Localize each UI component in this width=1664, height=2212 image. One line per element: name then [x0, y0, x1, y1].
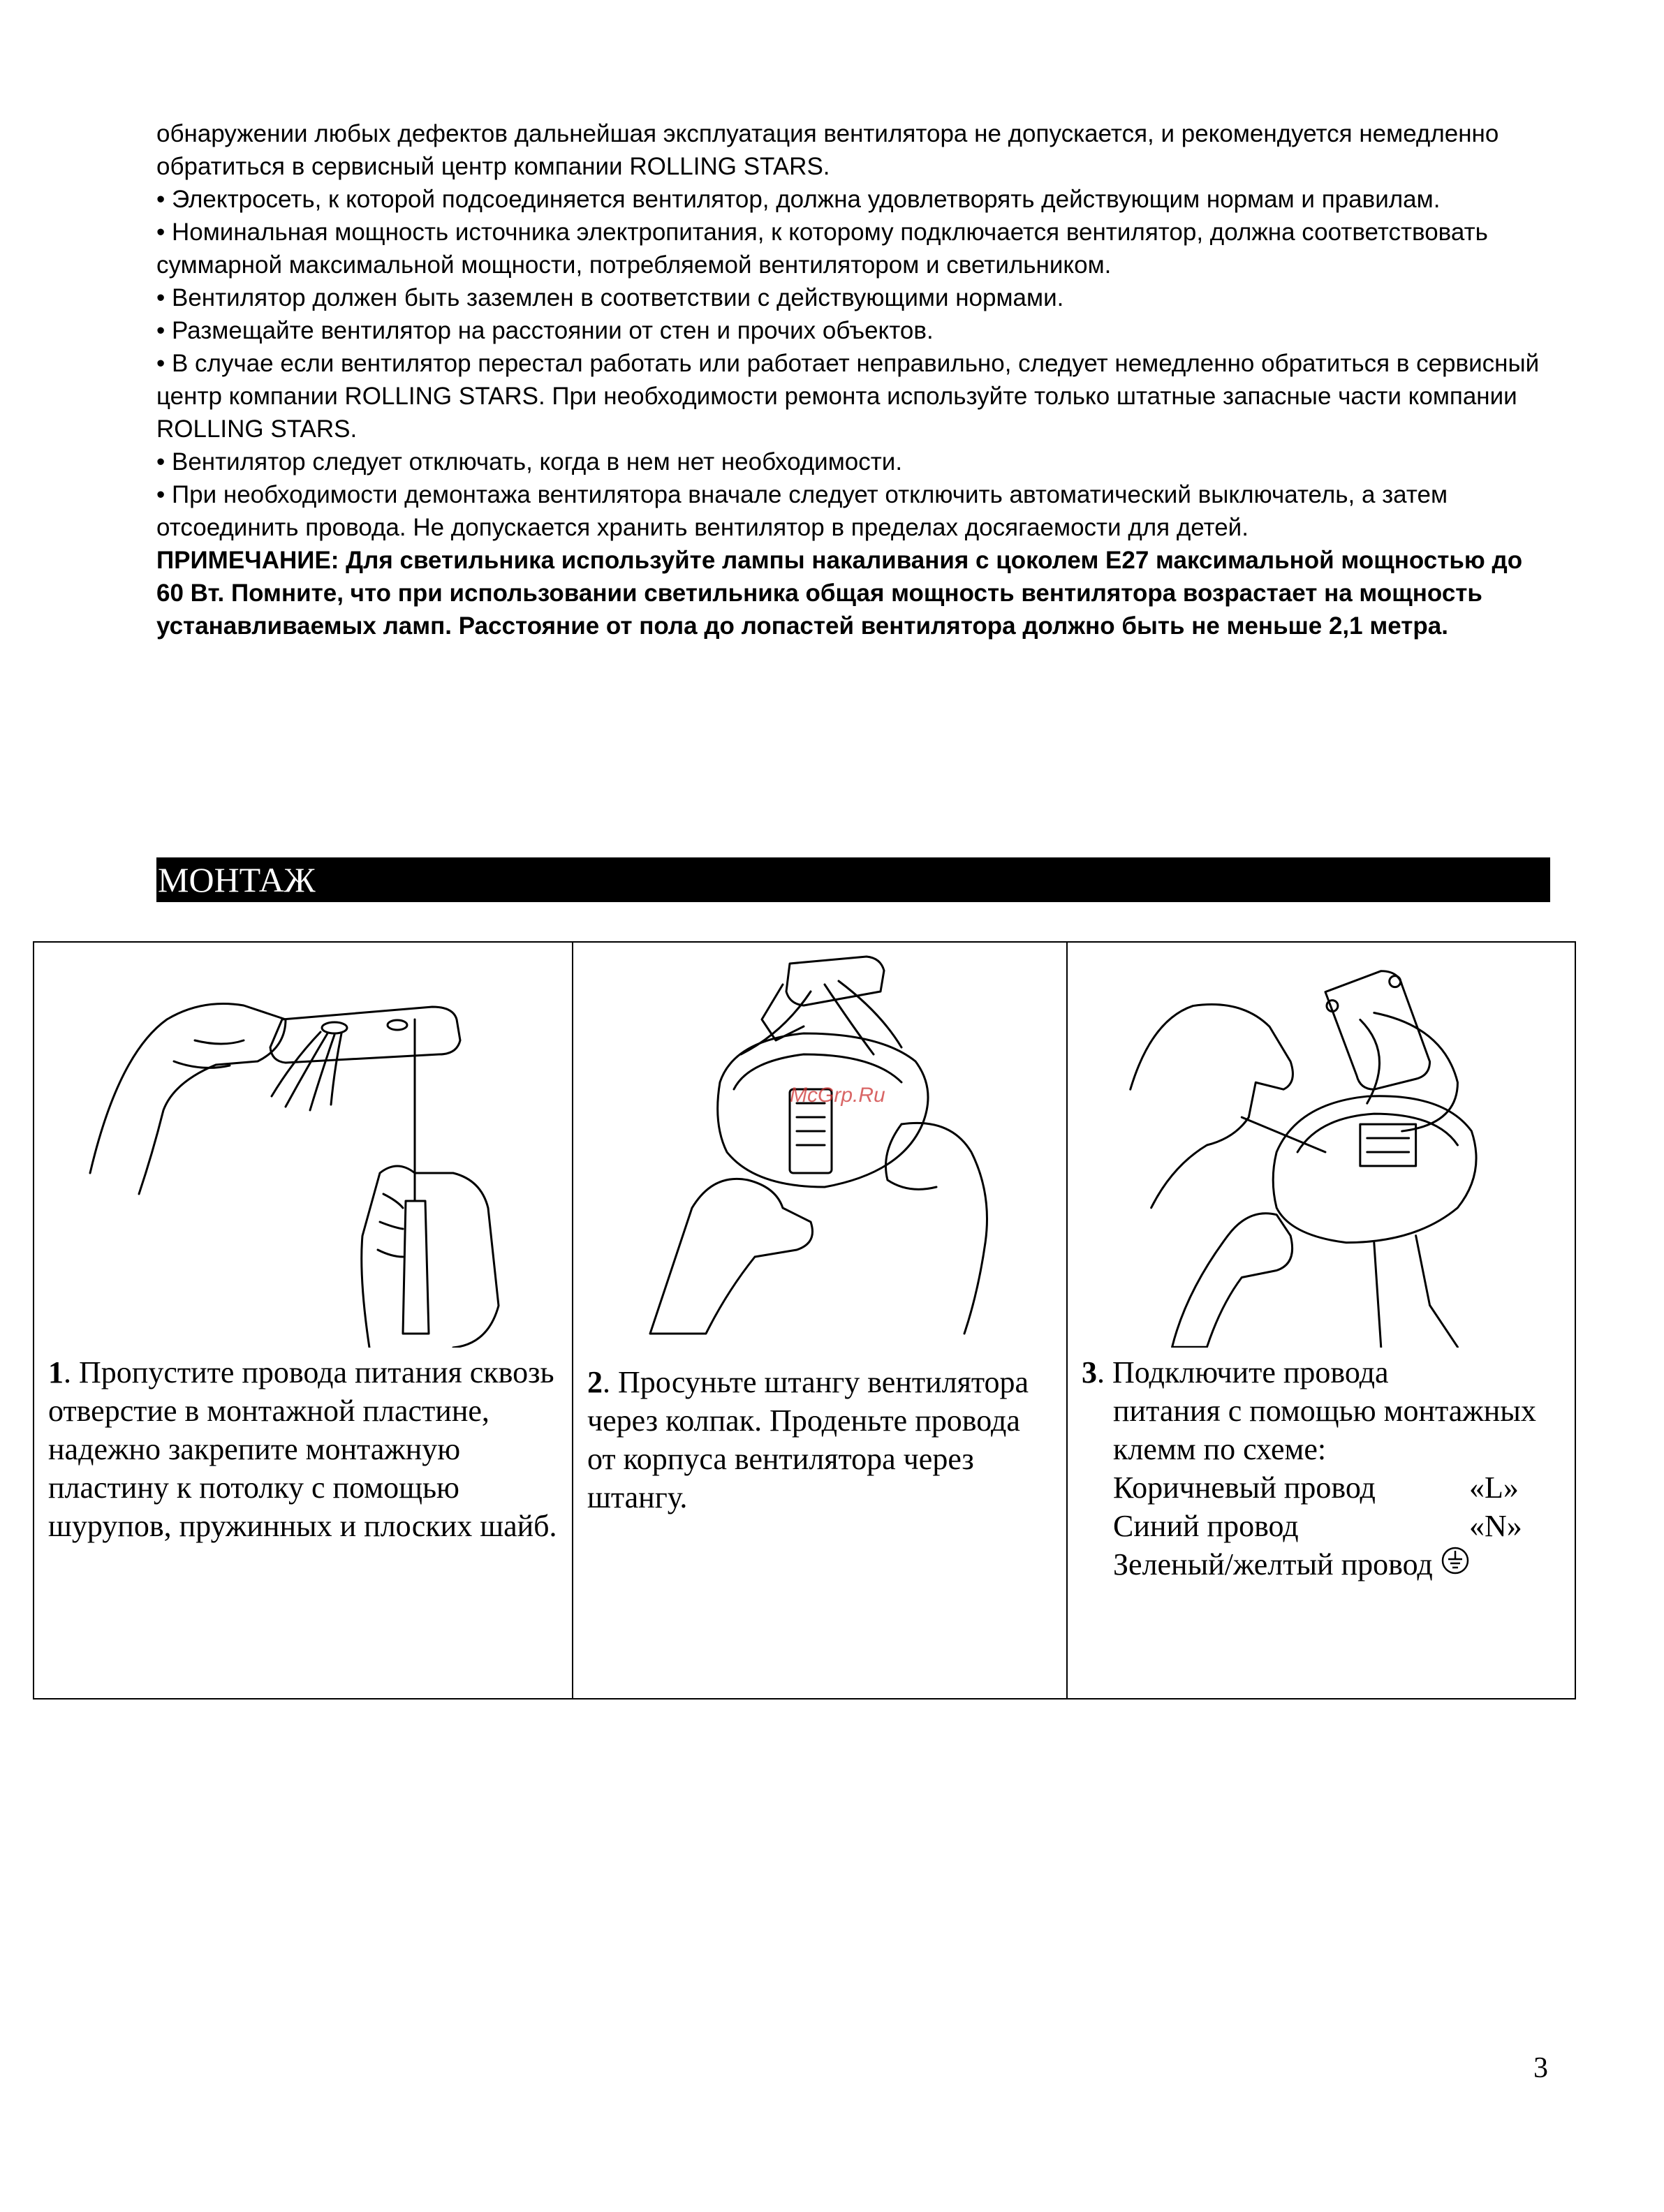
step-2-number: 2	[587, 1365, 603, 1399]
wire-row-ground	[1082, 1545, 1584, 1585]
safety-bullet-4: • Размещайте вентилятор на расстоянии от стен и прочих объектов.	[156, 314, 1553, 347]
step-1-cell	[34, 943, 573, 1698]
safety-bullet-2: • Номинальная мощность источника электропитания, к которому подключается вентилятор, должна соответствовать суммарной максимальной мощности, потребляемой вентилятором и светильником.	[156, 216, 1553, 281]
step-3-description-line-2: питания с помощью монтажных	[1113, 1394, 1536, 1428]
installation-steps-table	[33, 941, 1576, 1699]
wire-terminal: «N»	[1469, 1509, 1522, 1543]
step-2-text	[587, 1363, 1055, 1517]
step-2-cell	[573, 943, 1068, 1698]
step-3-illustration	[1068, 943, 1575, 1348]
wire-name: Зеленый/желтый провод	[1113, 1547, 1433, 1581]
wire-name: Синий провод	[1113, 1509, 1299, 1543]
step-3-description-line-1: . Подключите провода	[1097, 1355, 1389, 1389]
safety-bullet-3: • Вентилятор должен быть заземлен в соответствии с действующими нормами.	[156, 281, 1553, 314]
section-title-bar: МОНТАЖ	[156, 857, 1550, 902]
step-3-description-line-3: клемм по схеме:	[1113, 1432, 1327, 1466]
wire-name: Коричневый провод	[1113, 1470, 1376, 1505]
safety-bullet-6: • Вентилятор следует отключать, когда в нем нет необходимости.	[156, 445, 1553, 478]
watermark-text: McGrp.Ru	[790, 1084, 885, 1107]
wire-row-brown	[1082, 1468, 1584, 1507]
step-2-description: . Просуньте штангу вентилятора через колпак. Проденьте провода от корпуса вентилятора через штангу.	[587, 1365, 1029, 1514]
step-2-illustration	[573, 943, 1066, 1348]
wire-row-blue	[1082, 1507, 1584, 1545]
step-1-text	[48, 1353, 565, 1545]
safety-bullet-5: • В случае если вентилятор перестал работать или работает неправильно, следует немедленно обратиться в сервисный центр компании ROLLING STARS. При необходимости ремонта используйте только штатные запасные части компании ROLLING STARS.	[156, 347, 1553, 445]
step-3-cell	[1068, 943, 1575, 1698]
step-1-number: 1	[48, 1355, 64, 1389]
ground-icon	[1440, 1545, 1471, 1585]
note-paragraph: ПРИМЕЧАНИЕ: Для светильника используйте лампы накаливания с цоколем E27 максимальной мощностью до 60 Вт. Помните, что при использовании светильника общая мощность вентилятора возрастает на мощность устанавливаемых ламп. Расстояние от пола до лопастей вентилятора должно быть не меньше 2,1 метра.	[156, 547, 1523, 640]
intro-text	[156, 117, 1553, 642]
step-3-text	[1082, 1353, 1584, 1585]
step-1-illustration	[34, 943, 572, 1348]
step-3-number: 3	[1082, 1355, 1097, 1389]
safety-bullet-1: • Электросеть, к которой подсоединяется вентилятор, должна удовлетворять действующим нормам и правилам.	[156, 183, 1553, 216]
wire-terminal: «L»	[1469, 1470, 1519, 1505]
page-number: 3	[1533, 2052, 1548, 2084]
intro-paragraph: обнаружении любых дефектов дальнейшая эксплуатация вентилятора не допускается, и рекомендуется немедленно обратиться в сервисный центр компании ROLLING STARS.	[156, 120, 1499, 180]
step-1-description: . Пропустите провода питания сквозь отверстие в монтажной пластине, надежно закрепите монтажную пластину к потолку с помощью шурупов, пружинных и плоских шайб.	[48, 1355, 557, 1543]
safety-bullet-7: • При необходимости демонтажа вентилятора вначале следует отключить автоматический выключатель, а затем отсоединить провода. Не допускается хранить вентилятор в пределах досягаемости для детей.	[156, 478, 1553, 544]
